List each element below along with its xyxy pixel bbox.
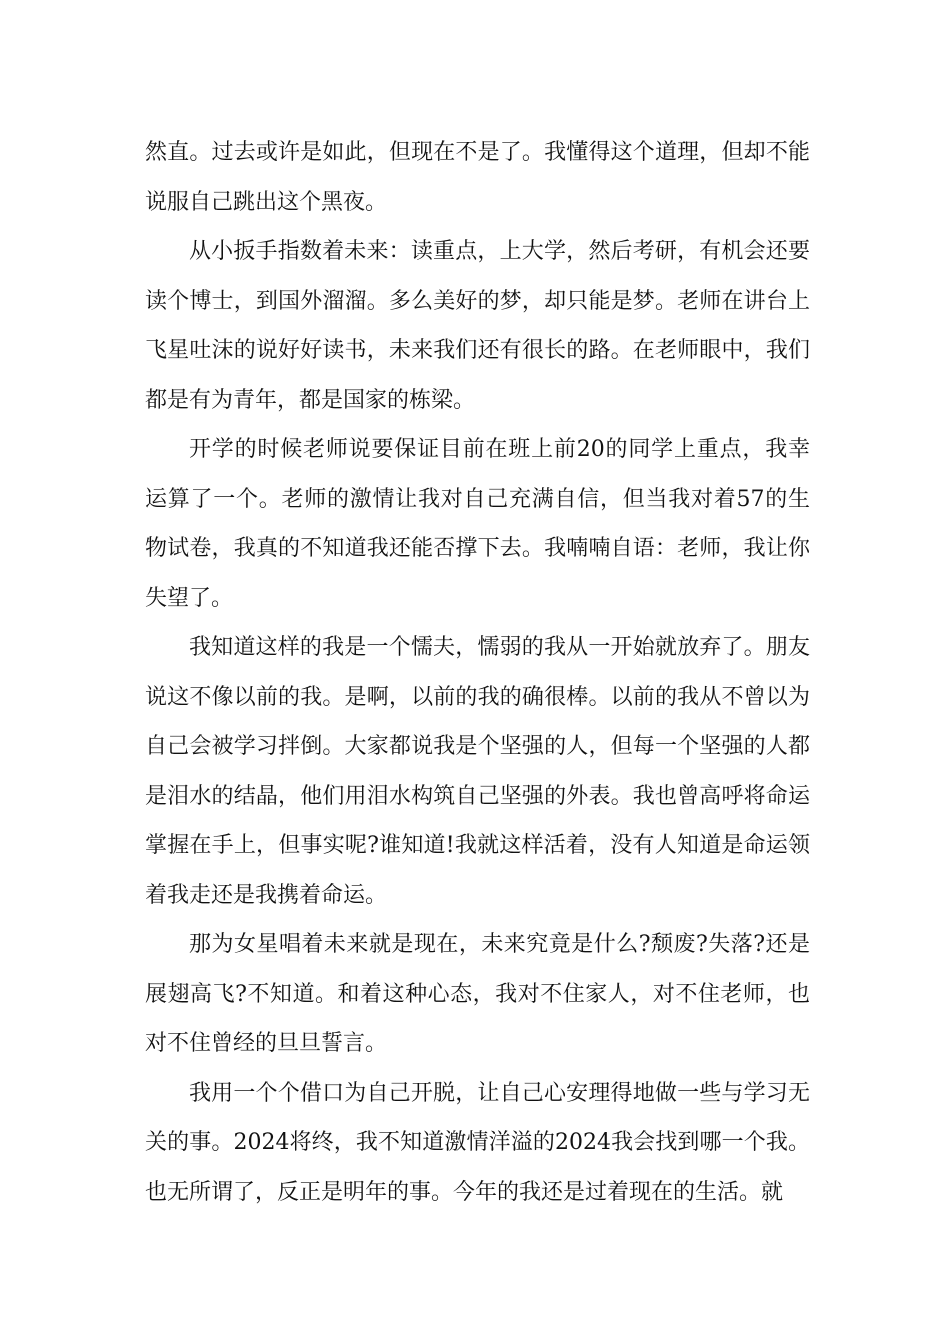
paragraph-school-start: 开学的时候老师说要保证目前在班上前20的同学上重点，我幸运算了一个。老师的激情让我对自己充满自信，但当我对着57的生物试卷，我真的不知道我还能否撑下去。我喃喃自语：老师，我让你失望了。: [145, 437, 810, 611]
paragraph-future-question: 那为女星唱着未来就是现在，未来究竟是什么?颓废?失落?还是展翅高飞?不知道。和着这种心态，我对不住家人，对不住老师，也对不住曾经的旦旦誓言。: [145, 932, 810, 1056]
paragraph-continuation: 然直。过去或许是如此，但现在不是了。我懂得这个道理，但却不能说服自己跳出这个黑夜。: [145, 140, 810, 215]
paragraph-future-dreams: 从小扳手指数着未来：读重点，上大学，然后考研，有机会还要读个博士，到国外溜溜。多么美好的梦，却只能是梦。老师在讲台上飞星吐沫的说好好读书，未来我们还有很长的路。在老师眼中，我们都是有为青年，都是国家的栋梁。: [145, 239, 810, 413]
paragraph-excuses: 我用一个个借口为自己开脱，让自己心安理得地做一些与学习无关的事。2024将终，我不知道激情洋溢的2024我会找到哪一个我。也无所谓了，反正是明年的事。今年的我还是过着现在的生活。就: [145, 1080, 810, 1205]
document-body: [145, 128, 810, 1217]
paragraph-coward: 我知道这样的我是一个懦夫，懦弱的我从一开始就放弃了。朋友说这不像以前的我。是啊，以前的我的确很棒。以前的我从不曾以为自己会被学习拌倒。大家都说我是个坚强的人，但每一个坚强的人都是泪水的结晶，他们用泪水构筑自己坚强的外表。我也曾高呼将命运掌握在手上，但事实呢?谁知道!我就这样活着，没有人知道是命运领着我走还是我携着命运。: [145, 635, 810, 908]
